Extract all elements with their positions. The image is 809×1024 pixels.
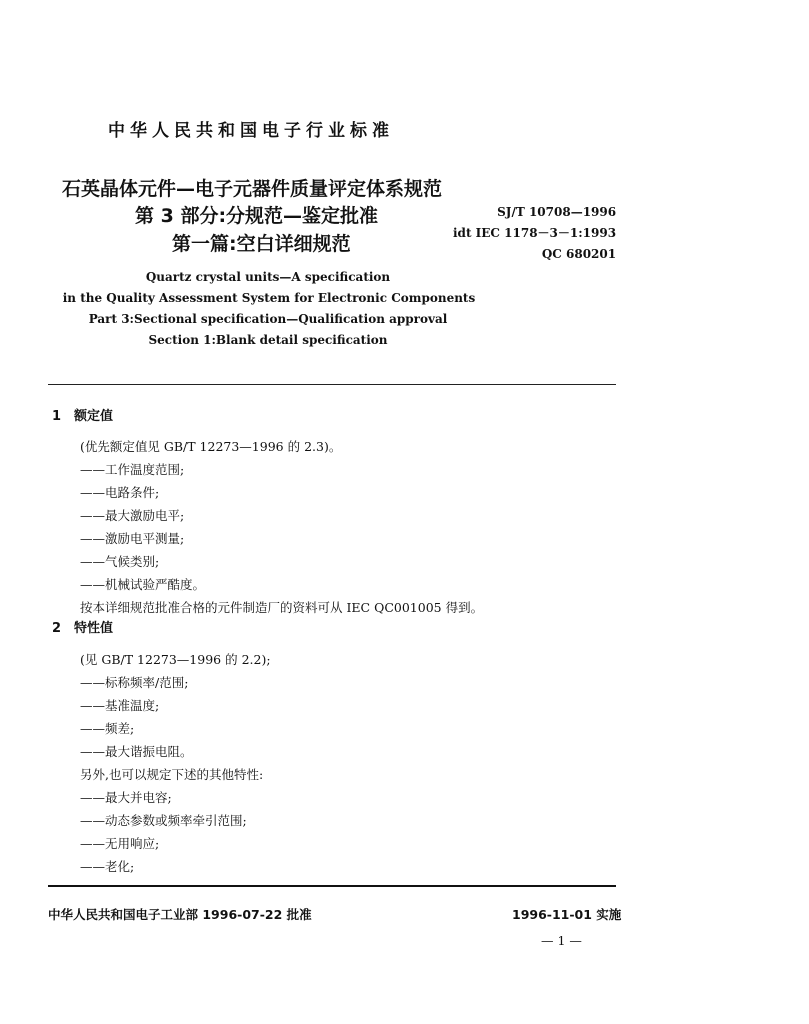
english-title-line-3: Part 3:Sectional specification—Qualification approval	[88, 312, 448, 326]
section-1-line: ——气候类别;	[80, 554, 160, 569]
section-2-line: (见 GB/T 12273—1996 的 2.2);	[80, 652, 271, 667]
standard-codes	[453, 202, 616, 265]
chinese-title-line-2: 第 3 部分:分规范—鉴定批准	[135, 205, 379, 227]
section-1-heading: 1 额定值	[52, 409, 114, 424]
chinese-title-line-1: 石英晶体元件—电子元器件质量评定体系规范	[62, 178, 443, 200]
section-2-line: ——标称频率/范围;	[80, 675, 189, 690]
implementation-date: 1996-11-01 实施	[512, 907, 622, 922]
section-1-line: ——电路条件;	[80, 485, 160, 500]
section-2-line: ——动态参数或频率牵引范围;	[80, 813, 247, 828]
english-title-line-1: Quartz crystal units—A specification	[145, 270, 391, 284]
footer-divider	[48, 885, 616, 887]
idt-reference: idt IEC 1178－3－1:1993	[453, 226, 617, 240]
section-1-line: ——工作温度范围;	[80, 462, 185, 477]
section-2-line: ——最大谐振电阻。	[80, 744, 193, 759]
section-1-line: ——最大激励电平;	[80, 508, 185, 523]
section-1-line: ——机械试验严酷度。	[80, 577, 206, 592]
section-1-line: (优先额定值见 GB/T 12273—1996 的 2.3)。	[80, 439, 342, 454]
approval-line: 中华人民共和国电子工业部 1996-07-22 批准	[48, 907, 312, 922]
section-2-line: ——基准温度;	[80, 698, 160, 713]
english-title-line-4: Section 1:Blank detail specification	[148, 333, 388, 347]
section-1-line: 按本详细规范批准合格的元件制造厂的资料可从 IEC QC001005 得到。	[80, 600, 484, 615]
standard-header: 中华人民共和国电子行业标准	[108, 121, 394, 141]
page-number: — 1 —	[541, 933, 582, 948]
header-divider	[48, 384, 616, 385]
section-2-line: 另外,也可以规定下述的其他特性:	[80, 767, 264, 782]
chinese-title-line-3: 第一篇:空白详细规范	[172, 233, 351, 255]
standard-number: SJ/T 10708—1996	[497, 205, 617, 219]
qc-number: QC 680201	[541, 247, 617, 261]
section-2-line: ——最大并电容;	[80, 790, 172, 805]
section-2-heading: 2 特性值	[52, 621, 114, 636]
section-1-line: ——激励电平测量;	[80, 531, 185, 546]
section-2-line: ——无用响应;	[80, 836, 160, 851]
section-2-line: ——老化;	[80, 859, 135, 874]
english-title-line-2: in the Quality Assessment System for Electronic Components	[62, 291, 476, 305]
section-2-line: ——频差;	[80, 721, 135, 736]
